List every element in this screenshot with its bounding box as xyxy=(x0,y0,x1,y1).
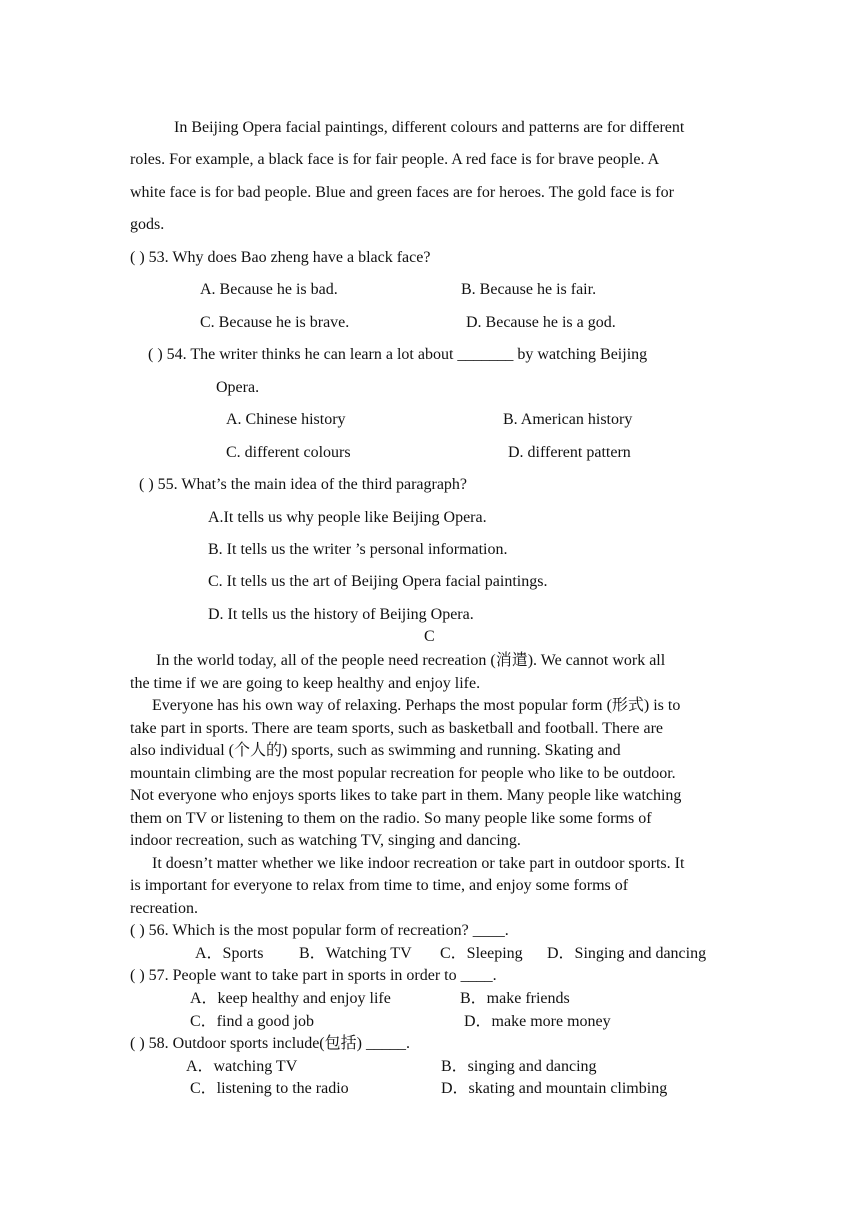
passage-c-line: the time if we are going to keep healthy and enjoy life. xyxy=(130,675,481,692)
passage-c-line: is important for everyone to relax from time to time, and enjoy some forms of xyxy=(130,877,629,894)
question-58-option-b: B．singing and dancing xyxy=(441,1058,597,1075)
question-55-stem: ( ) 55. What’s the main idea of the third paragraph? xyxy=(139,476,468,493)
passage-c-line: take part in sports. There are team sports, such as basketball and football. There are xyxy=(130,720,663,737)
question-53-option-c: C. Because he is brave. xyxy=(200,314,350,331)
question-54-option-b: B. American history xyxy=(503,411,633,428)
question-58-stem: ( ) 58. Outdoor sports include(包括) _____. xyxy=(130,1035,410,1052)
question-56-option-a: A．Sports xyxy=(195,945,264,962)
question-56-stem: ( ) 56. Which is the most popular form of recreation? ____. xyxy=(130,922,509,939)
question-57-option-d: D．make more money xyxy=(464,1013,611,1030)
passage-line: white face is for bad people. Blue and green faces are for heroes. The gold face is for xyxy=(130,184,674,201)
question-54-stem-continued: Opera. xyxy=(216,379,260,396)
question-56-option-b: B．Watching TV xyxy=(299,945,412,962)
question-55-option-c: C. It tells us the art of Beijing Opera facial paintings. xyxy=(208,573,548,590)
question-54-option-a: A. Chinese history xyxy=(226,411,346,428)
passage-line: In Beijing Opera facial paintings, different colours and patterns are for different xyxy=(174,119,685,136)
question-55-option-a: A.It tells us why people like Beijing Opera. xyxy=(208,509,487,526)
question-53-option-b: B. Because he is fair. xyxy=(461,281,597,298)
question-58-option-a: A．watching TV xyxy=(186,1058,298,1075)
question-57-option-c: C．find a good job xyxy=(190,1013,314,1030)
passage-c-line: indoor recreation, such as watching TV, singing and dancing. xyxy=(130,832,521,849)
question-54-option-d: D. different pattern xyxy=(508,444,631,461)
question-56-option-c: C．Sleeping xyxy=(440,945,523,962)
passage-c-line: Everyone has his own way of relaxing. Perhaps the most popular form (形式) is to xyxy=(152,697,681,714)
passage-c-line: recreation. xyxy=(130,900,198,917)
question-57-stem: ( ) 57. People want to take part in sports in order to ____. xyxy=(130,967,497,984)
passage-c-line: In the world today, all of the people need recreation (消遣). We cannot work all xyxy=(156,652,666,669)
question-56-option-d: D．Singing and dancing xyxy=(547,945,707,962)
question-57-option-a: A．keep healthy and enjoy life xyxy=(190,990,391,1007)
question-58-option-c: C．listening to the radio xyxy=(190,1080,349,1097)
question-55-option-d: D. It tells us the history of Beijing Opera. xyxy=(208,606,474,623)
passage-c-line: It doesn’t matter whether we like indoor recreation or take part in outdoor sports. It xyxy=(152,855,685,872)
question-54-option-c: C. different colours xyxy=(226,444,351,461)
question-58-option-d: D．skating and mountain climbing xyxy=(441,1080,668,1097)
question-53-option-a: A. Because he is bad. xyxy=(200,281,338,298)
passage-c-line: also individual (个人的) sports, such as swimming and running. Skating and xyxy=(130,742,621,759)
passage-line: gods. xyxy=(130,216,165,233)
question-57-option-b: B．make friends xyxy=(460,990,570,1007)
question-54-stem: ( ) 54. The writer thinks he can learn a lot about _______ by watching Beijing xyxy=(148,346,648,363)
question-53-stem: ( ) 53. Why does Bao zheng have a black face? xyxy=(130,249,431,266)
passage-c-line: mountain climbing are the most popular recreation for people who like to be outdoor. xyxy=(130,765,676,782)
passage-line: roles. For example, a black face is for fair people. A red face is for brave people. A xyxy=(130,151,660,168)
question-55-option-b: B. It tells us the writer ’s personal information. xyxy=(208,541,508,558)
passage-c-line: them on TV or listening to them on the radio. So many people like some forms of xyxy=(130,810,652,827)
section-c-title: C xyxy=(424,628,435,645)
question-53-option-d: D. Because he is a god. xyxy=(466,314,616,331)
passage-c-line: Not everyone who enjoys sports likes to take part in them. Many people like watching xyxy=(130,787,682,804)
